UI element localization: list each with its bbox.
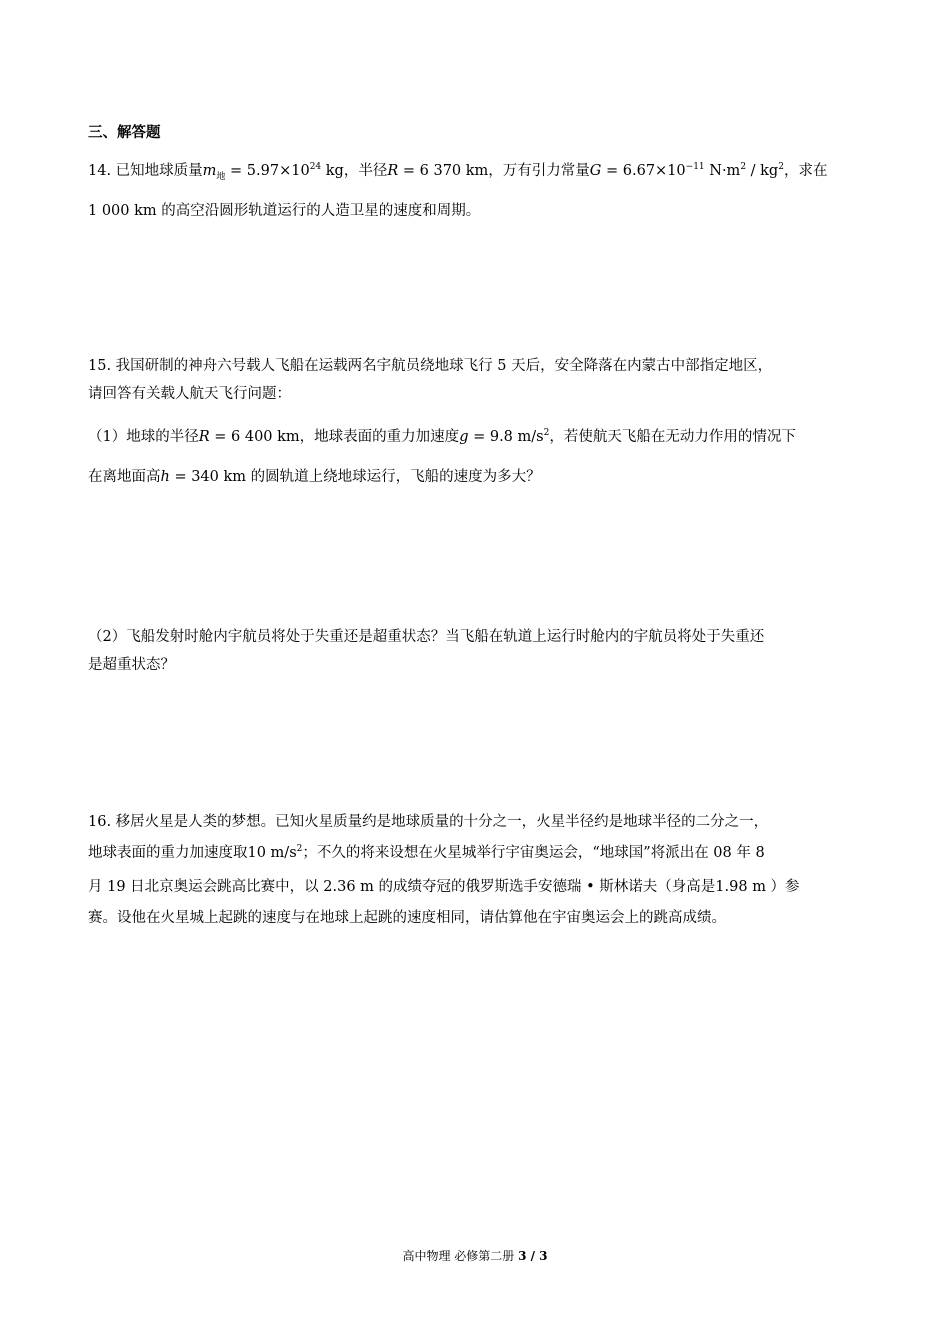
q16-line-2: 地球表面的重力加速度取10 $m/s^2$；不久的将来设想在火星城举行宇宙奥运会，“地球国”将派出在 08 年 8 xyxy=(88,844,765,861)
page-number: 3 / 3 xyxy=(518,1249,548,1263)
q15-part2-line-1: （2）飞船发射时舱内宇航员将处于失重还是超重状态？当飞船在轨道上运行时舱内的宇航员将处于失重还 xyxy=(88,629,765,645)
q15-intro-line-1: 15. 我国研制的神舟六号载人飞船在运载两名宇航员绕地球飞行 5 天后，安全降落在内蒙古中部指定地区， xyxy=(88,358,773,374)
q15-part2-line-2: 是超重状态？ xyxy=(88,657,175,673)
section-title: 三、解答题 xyxy=(88,124,161,141)
q15-part1-line-1: （1）地球的半径R = 6 400 km，地球表面的重力加速度g = 9.8 $m/s^2$，若使航天飞船在无动力作用的情况下 xyxy=(88,428,796,445)
q15-part1-line-2: 在离地面高h = 340 km 的圆轨道上绕地球运行，飞船的速度为多大？ xyxy=(88,469,541,485)
footer-subject: 高中物理 必修第二册 xyxy=(402,1249,519,1263)
q14-line-2: 1 000 km 的高空沿圆形轨道运行的人造卫星的速度和周期。 xyxy=(88,203,481,219)
q16-line-3: 月 19 日北京奥运会跳高比赛中，以 2.36 m 的成绩夺冠的俄罗斯选手安德瑞 • 斯林诺夫（身高是1.98 m ）参 xyxy=(88,879,800,895)
q16-line-1: 16. 移居火星是人类的梦想。已知火星质量约是地球质量的十分之一，火星半径约是地球半径的二分之一， xyxy=(88,814,769,830)
q16-line-4: 赛。设他在火星城上起跳的速度与在地球上起跳的速度相同，请估算他在宇宙奥运会上的跳高成绩。 xyxy=(88,910,726,926)
q14-line-1: 14. 已知地球质量$m_地 = 5.97\times 10^{24}$ kg，半径R = 6 370 km，万有引力常量$G = 6.67\times 10^{-11}$ $N\cdot m^2 / kg^2$，求在 xyxy=(88,162,828,182)
page-footer xyxy=(0,1247,950,1264)
q15-intro-line-2: 请回答有关载人航天飞行问题： xyxy=(88,386,291,402)
